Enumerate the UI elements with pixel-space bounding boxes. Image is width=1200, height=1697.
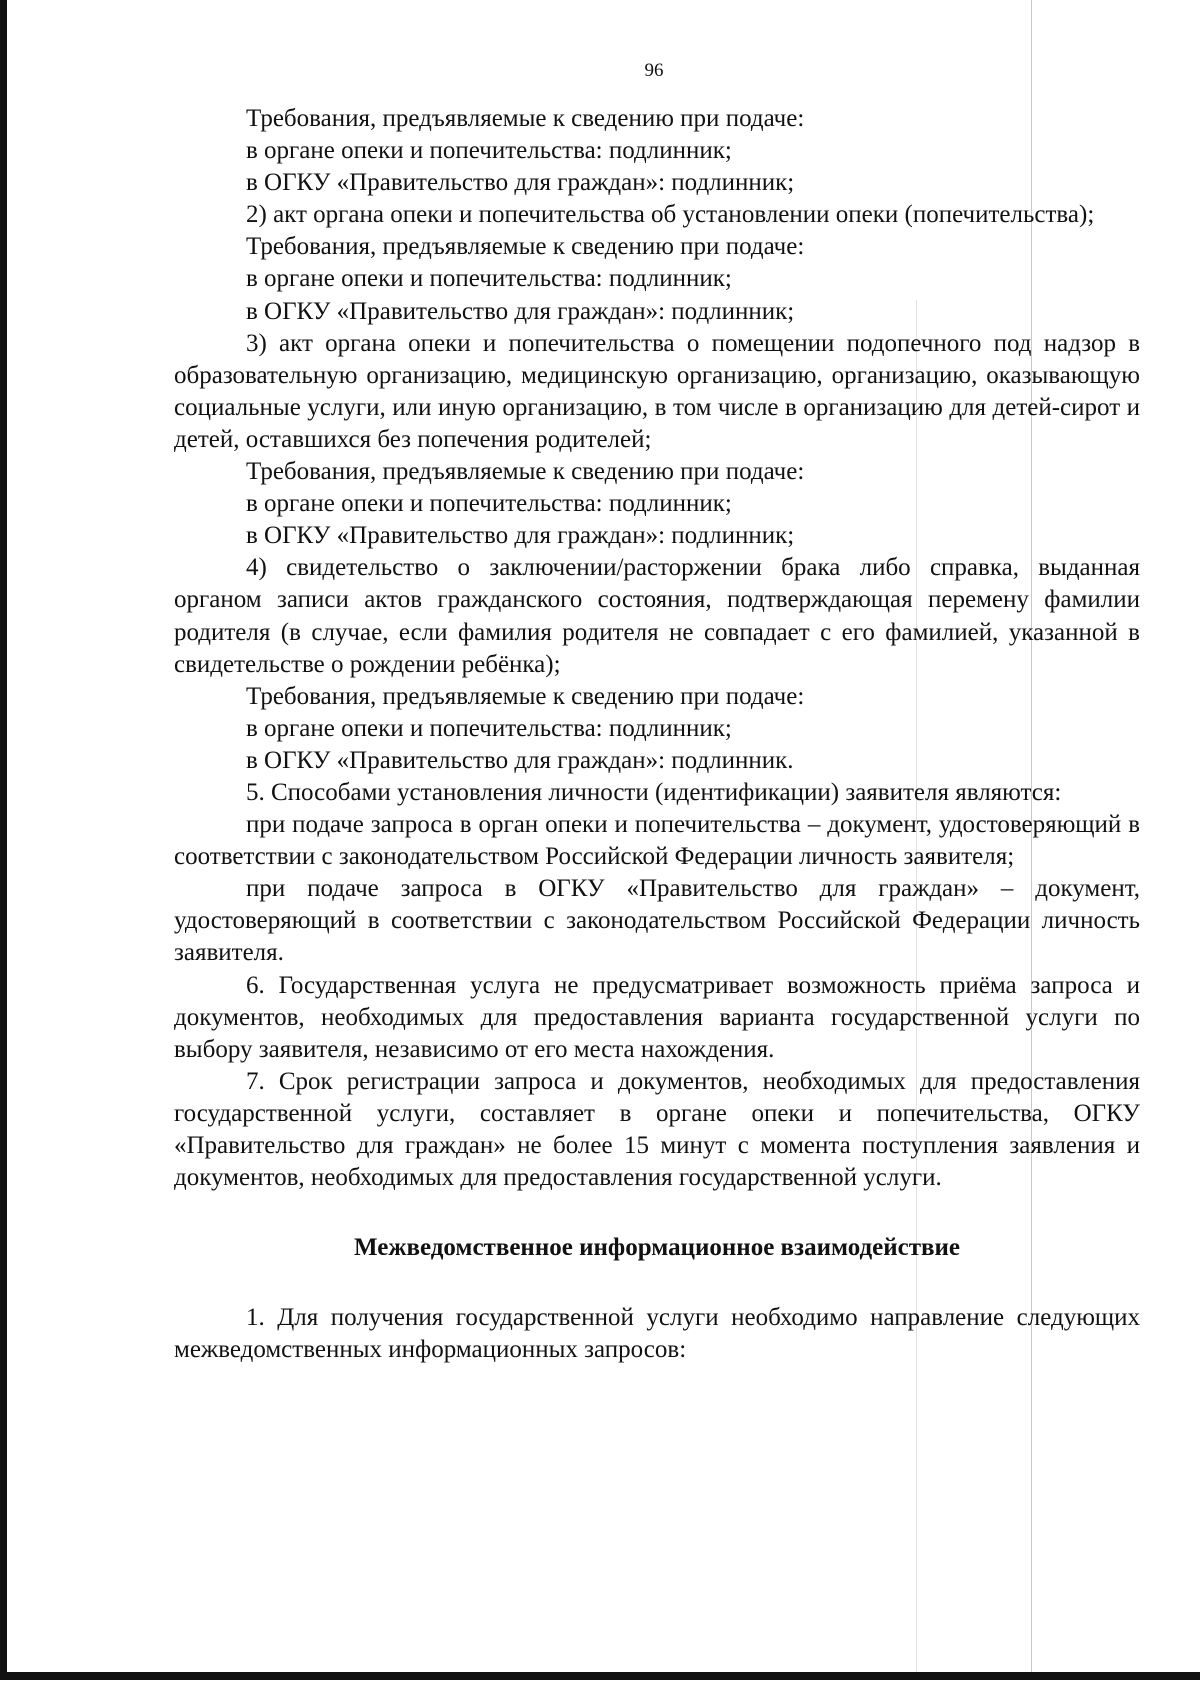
paragraph: 7. Срок регистрации запроса и документов, необходимых для предоставления государственной услуги, составляет в органе опеки и попечительства, ОГКУ «Правительство для граждан» не более 15 минут с момента поступления заявления и документов, необходимых для предоставления государственной услуги. [174,1067,1140,1192]
spacer [174,1286,1140,1302]
paragraph: Требования, предъявляемые к сведению при подаче: [246,682,805,710]
paragraph: 4) свидетельство о заключении/расторжении брака либо справка, выданная органом записи актов гражданского состояния, подтверждающая перемену фамилии родителя (в случае, если фамилия родителя не совпадает с его фамилией, указанной в свидетельстве о рождении ребёнка); [174,554,1140,678]
spacer [174,1194,1140,1210]
paragraph: в ОГКУ «Правительство для граждан»: подлинник; [246,297,795,325]
scan-border-left [0,0,7,1680]
document-body [174,103,1140,1366]
paragraph: при подаче запроса в ОГКУ «Правительство для граждан» – документ, удостоверяющий в соответствии с законодательством Российской Федерации личность заявителя. [174,875,1140,967]
paragraph: в ОГКУ «Правительство для граждан»: подлинник; [246,522,795,550]
paragraph: 2) акт органа опеки и попечительства об установлении опеки (попечительства); [246,201,1095,229]
scan-border-bottom [0,1672,1200,1680]
paragraph: Требования, предъявляемые к сведению при подаче: [246,105,805,132]
paragraph: Требования, предъявляемые к сведению при подаче: [246,233,805,261]
paragraph: 5. Способами установления личности (идентификации) заявителя являются: [246,778,1062,806]
paragraph: в органе опеки и попечительства: подлинник; [246,714,732,742]
paragraph: 6. Государственная услуга не предусматривает возможность приёма запроса и документов, необходимых для предоставления варианта государственной услуги по выбору заявителя, независимо от его места нахождения. [174,971,1140,1063]
paragraph: в органе опеки и попечительства: подлинник; [246,490,732,518]
paragraph: 3) акт органа опеки и попечительства о помещении подопечного под надзор в образовательную организацию, медицинскую организацию, организацию, оказывающую социальные услуги, или иную организацию, в том числе в организацию для детей-сирот и детей, оставшихся без попечения родителей; [174,329,1140,453]
section-heading: Межведомственное информационное взаимодействие [354,1234,960,1262]
paragraph: в ОГКУ «Правительство для граждан»: подлинник; [246,169,795,197]
paragraph: при подаче запроса в орган опеки и попечительства – документ, удостоверяющий в соответствии с законодательством Российской Федерации личность заявителя; [174,811,1140,871]
paragraph: 1. Для получения государственной услуги необходимо направление следующих межведомственных информационных запросов: [174,1304,1140,1364]
paragraph: в органе опеки и попечительства: подлинник; [246,265,732,293]
page-number: 96 [644,60,664,81]
paragraph: в ОГКУ «Правительство для граждан»: подлинник. [246,746,794,774]
paragraph: в органе опеки и попечительства: подлинник; [246,137,732,165]
paragraph: Требования, предъявляемые к сведению при подаче: [246,458,805,486]
